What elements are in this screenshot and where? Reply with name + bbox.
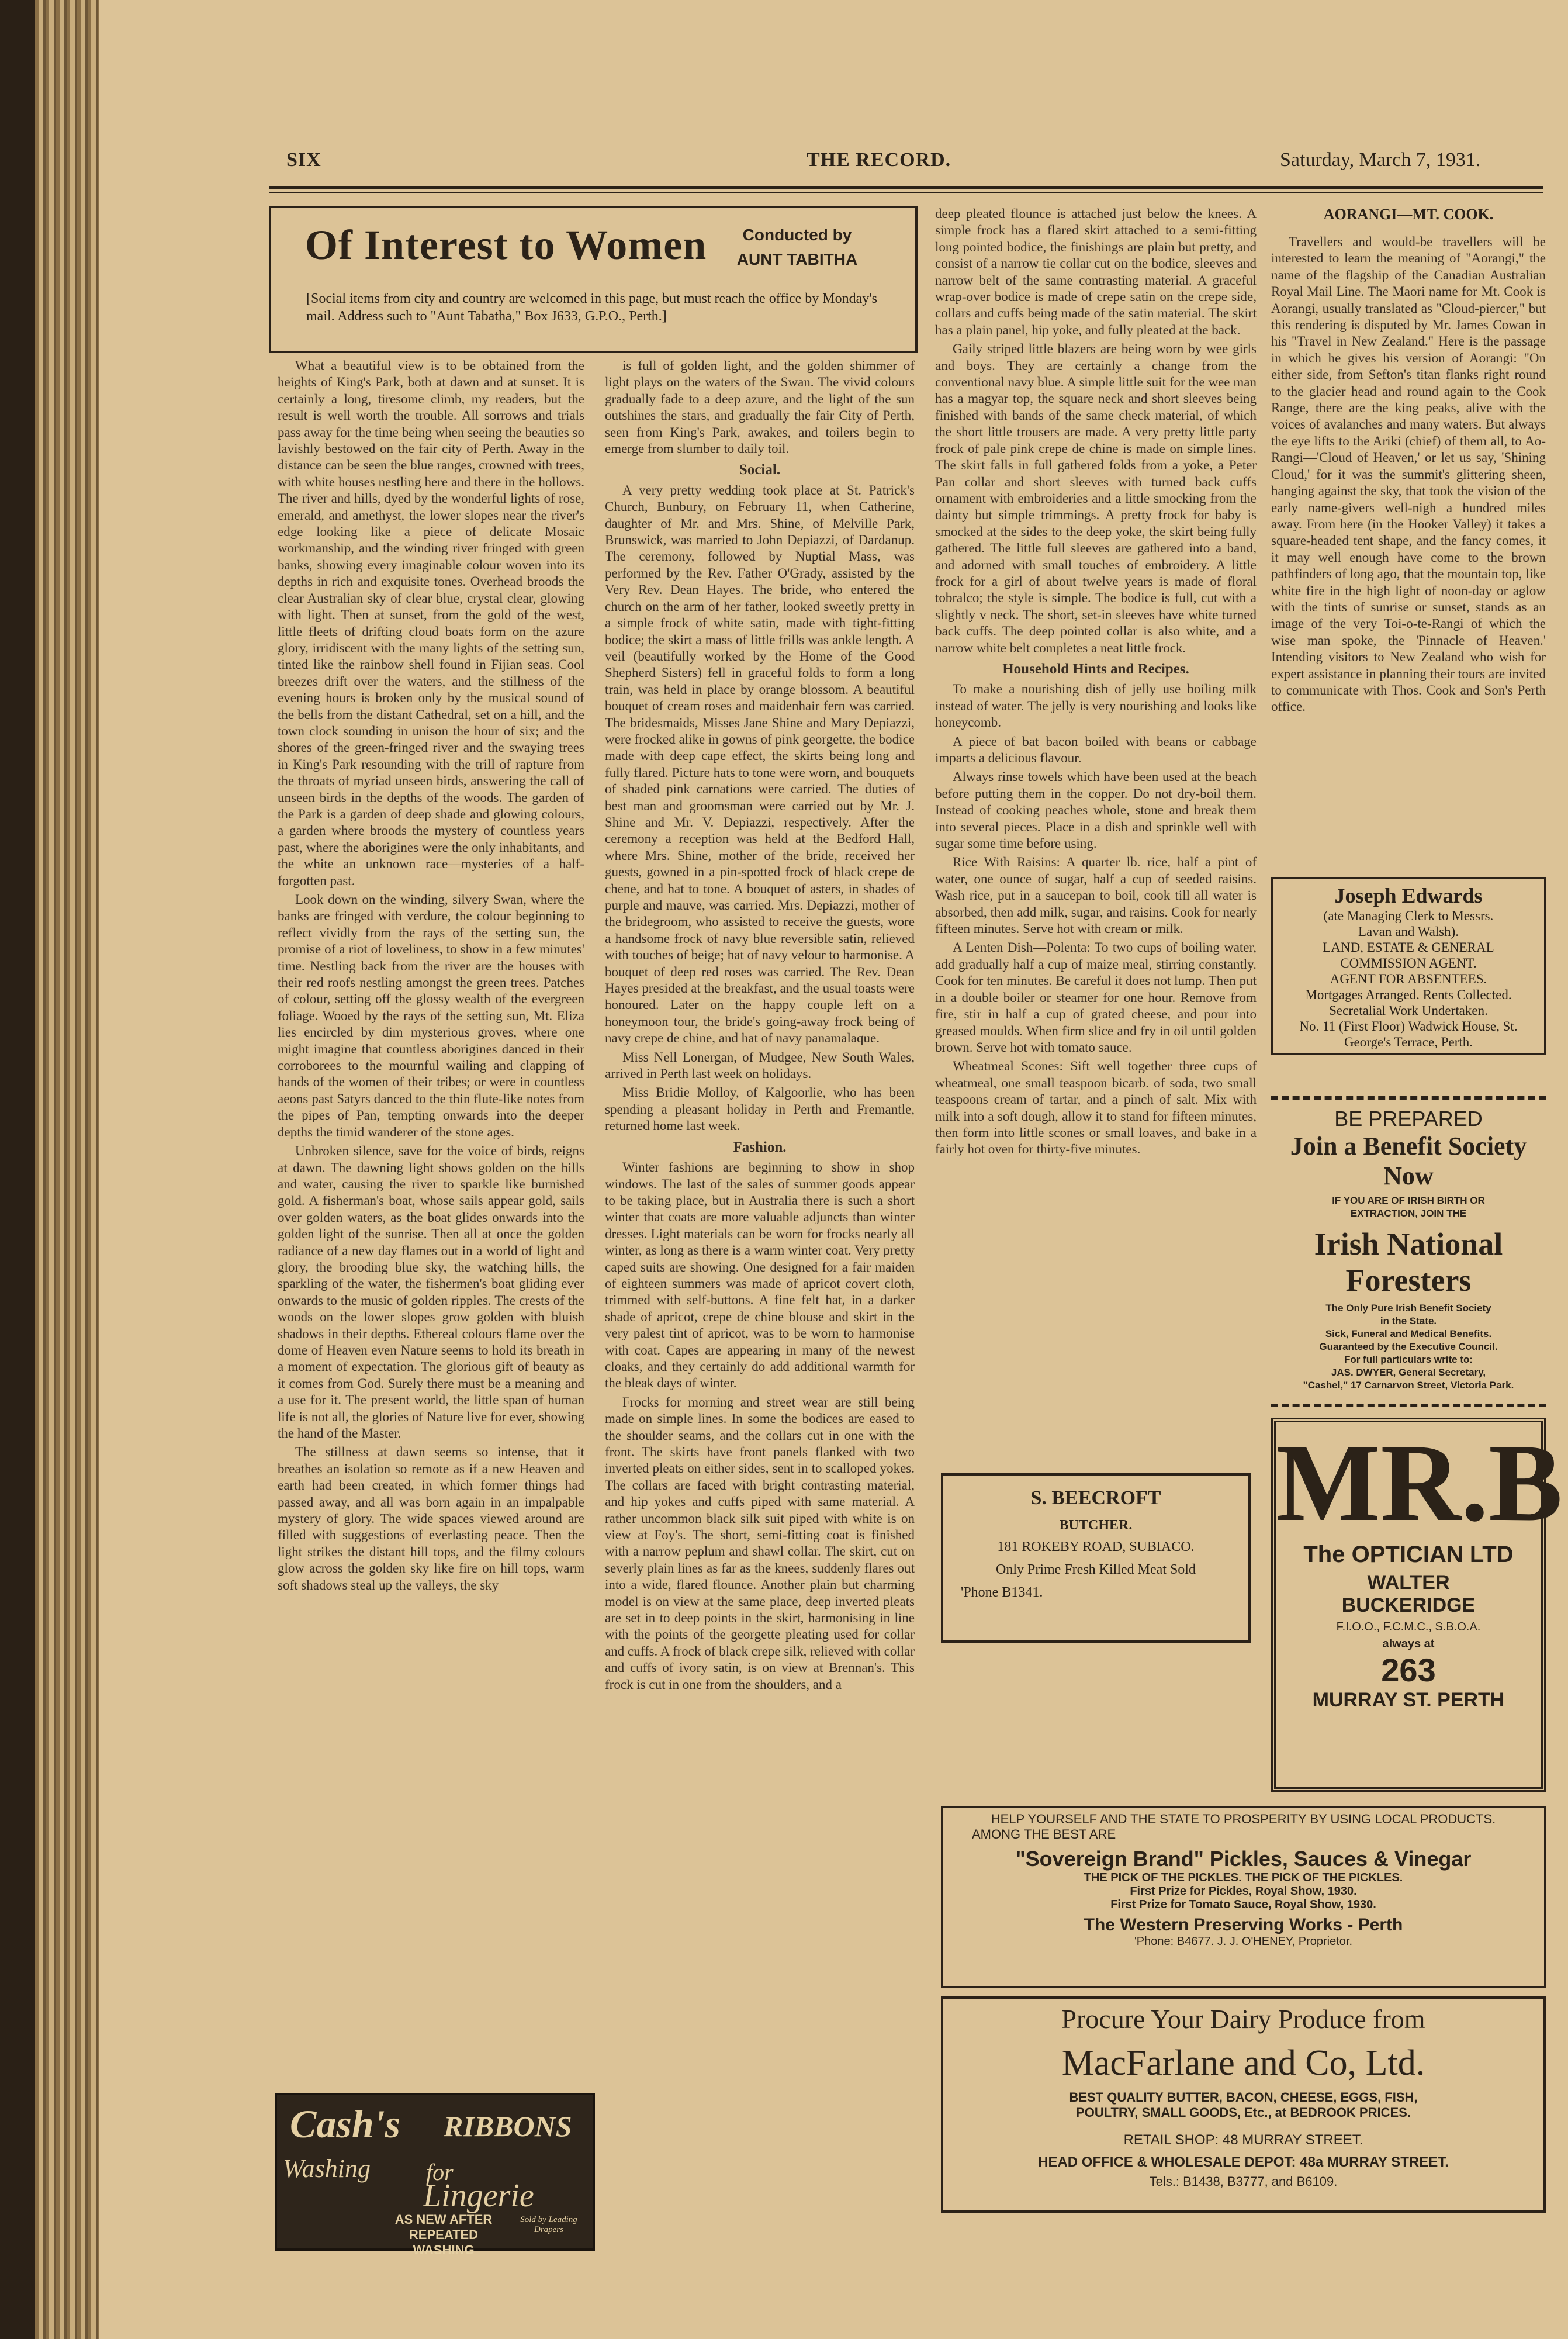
ad-line: HEAD OFFICE & WHOLESALE DEPOT: 48a MURRAY STREET. (1038, 2154, 1449, 2170)
ad-line: 263 (1381, 1652, 1436, 1688)
ad-line: Irish National Foresters (1314, 1226, 1503, 1298)
article-paragraph: A piece of bat bacon boiled with beans or cabbage imparts a delicious flavour. (935, 734, 1257, 765)
ad-line: (ate Managing Clerk to Messrs. (1323, 908, 1494, 923)
newspaper-page (35, 0, 1568, 2339)
ad-line: always at (1382, 1637, 1435, 1650)
ad-line: BUCKERIDGE (1341, 1594, 1476, 1616)
ad-line: "Sovereign Brand" Pickles, Sauces & Vinegar (1015, 1847, 1472, 1871)
subheading-household: Household Hints and Recipes. (1002, 661, 1189, 677)
ad-line: "Cashel," 17 Carnarvon Street, Victoria Park. (1303, 1380, 1514, 1391)
ad-line: MURRAY ST. PERTH (1312, 1689, 1505, 1711)
foresters-ad (1271, 1096, 1546, 1407)
header-rule (269, 186, 1543, 189)
ad-phone: 'Phone B1341. (961, 1585, 1043, 1600)
article-paragraph: Travellers and would-be travellers will be interested to learn the meaning of "Aorangi," the name of the flagship of the Canadian Australian Royal Mail Line. The Maori name for Mt. Cook is Aorangi, usually translated as "Cloud-piercer," but this rendering is disputed by Mr. James Cowan in his "Travel in New Zealand." Here is the passage in which he gives his version of Aorangi: "On either side, from Sefton's titan flanks right round to the glacier head and round again to the Cook Range, there are the king peaks, alive with the voices of avalanches and many waters. But always the eye lifts to the Ariki (chief) of them all, to Ao-Rangi—'Cloud of Heaven,' or let us say, 'Shining Cloud,' for it was the summit's glittering sheen, hanging against the sky, that took the vision of the early name-givers well-nigh a hundred miles away. From here (in the Hooker Valley) it takes a square-headed tent shape, and the fancy comes, it it may well enough have come to the brown pathfinders of long ago, that the mountain top, like white fire in the high light of noon-day or aglow with the tints of sunrise or sunset, stands as an image of the very Toi-o-te-Rangi of which the wise man spoke, the 'Pinnacle of Heaven.' Intending visitors to New Zealand who wish for expert assistance in planning their tours are invited to communicate with Thos. Cook and Son's Perth office. (1271, 234, 1546, 714)
beecroft-ad (941, 1473, 1251, 1643)
optician-ad (1271, 1418, 1563, 1792)
cashs-ribbons-ad (275, 2093, 595, 2257)
ad-line: No. 11 (First Floor) Wadwick House, St. George's Terrace, Perth. (1299, 1019, 1518, 1049)
ad-line: EXTRACTION, JOIN THE (1350, 1208, 1467, 1219)
ad-line: 'Phone: B4677. J. J. O'HENEY, Proprietor. (1134, 1935, 1353, 1948)
ad-lingerie: Lingerie (423, 2178, 534, 2214)
ad-line: RETAIL SHOP: 48 MURRAY STREET. (1123, 2132, 1363, 2148)
article-column-2 (605, 358, 915, 2328)
ad-line: For full particulars write to: (1344, 1354, 1473, 1365)
ad-line: AGENT FOR ABSENTEES. (1330, 972, 1487, 986)
page-edges (35, 0, 105, 2339)
ad-line: F.I.O.O., F.C.M.C., S.B.O.A. (1336, 1621, 1481, 1633)
ad-line: First Prize for Tomato Sauce, Royal Show, 1930. (1110, 1898, 1376, 1911)
article-paragraph: Rice With Raisins: A quarter lb. rice, half a pint of water, one ounce of sugar, half a cup of seeded raisins. Wash rice, put in a saucepan to boil, cook till all water is absorbed, then add milk, sugar, and raisins. Cook for nearly fifteen minutes. Serve hot with cream or milk. (935, 855, 1257, 937)
page-number: SIX (286, 149, 321, 171)
conducted-by: Conducted by (742, 226, 852, 244)
issue-date: Saturday, March 7, 1931. (1280, 149, 1481, 171)
ad-line: JAS. DWYER, General Secretary, (1331, 1367, 1486, 1378)
ad-name: Joseph Edwards (1334, 884, 1483, 907)
subheading-fashion: Fashion. (733, 1139, 787, 1155)
ad-line: Guaranteed by the Executive Council. (1319, 1341, 1498, 1352)
ad-line: POULTRY, SMALL GOODS, Etc., at BEDROOK PRICES. (1076, 2105, 1411, 2120)
article-paragraph: A Lenten Dish—Polenta: To two cups of boiling water, add gradually half a cup of maize meal, stirring constantly. Cook for ten minutes. Be careful it does not lump. Then put in a double boiler or steamer for one hour. Remove from fire, stir in half a cup of grated cheese, and pour into greased moulds. When firm slice and fry in oil until golden brown. Serve hot with tomato sauce. (935, 940, 1257, 1055)
article-column-1 (278, 358, 584, 2153)
ad-line: HELP YOURSELF AND THE STATE TO PROSPERITY BY USING LOCAL PRODUCTS. (991, 1812, 1496, 1826)
paper-title: THE RECORD. (807, 149, 951, 171)
macfarlane-ad (941, 1996, 1546, 2213)
article-paragraph: Miss Nell Lonergan, of Mudgee, New South Wales, arrived in Perth last week on holidays. (605, 1049, 915, 1082)
article-paragraph: Miss Bridie Molloy, of Kalgoorlie, who has been spending a pleasant holiday in Perth and Fremantle, returned home last week. (605, 1085, 915, 1134)
subheading-social: Social. (739, 462, 781, 478)
article-paragraph: Always rinse towels which have been used at the beach before putting them in the copper. Do not dry-boil them. Instead of cooking peaches whole, stone and break them into several pieces. Place in a dish and sprinkle well with sugar some time before using. (935, 769, 1257, 851)
article-paragraph: Winter fashions are beginning to show in shop windows. The last of the sales of summer goods appear to be taking place, but in Australia there is such a short winter that coats are more valuable adjuncts than winter dresses. Light materials can be worn for frocks nearly all winter, as long as there is a warm winter coat. Very pretty caped suits are showing. One designed for a fair maiden of eighteen summers was made of apricot covert cloth, trimmed with self-buttons. A fine felt hat, in a darker shade of apricot, crepe de chine blouse and skirt in the very palest tint of apricot, was to be worn to harmonise with coat. Capes are appearing in many of the newest cloaks, and they certainly do add additional warmth for the bleak days of winter. (605, 1160, 915, 1391)
ad-logo: MR.B (1276, 1422, 1563, 1545)
article-paragraph: Look down on the winding, silvery Swan, where the banks are fringed with verdure, the colour beginning to reflect vividly from the rays of the setting sun, the promise of a riot of loveliness, to show in a few minutes' time. Nestling back from the river are the houses with their red roofs nestling amongst the green trees. Patches of colour, setting off the glossy wealth of the evergreen foliage. Wooed by the rays of the setting sun, Mt. Eliza lies encircled by dim mysterious groves, where one might imagine that countless aborigines danced in their corroborees to the mournful wailing and clapping of hands of the women of their tribes; or were in countless aeons past Satyrs danced to the thin flute-like notes from the pipes of Pan, tempting onwards into the deeper depths the timid wanderer of the stone ages. (278, 892, 584, 1139)
ad-for: for (426, 2159, 454, 2185)
article-paragraph: Gaily striped little blazers are being worn by wee girls and boys. They are certainly a change from the conventional navy blue. A simple little suit for the wee man has a magyar top, the square neck and short sleeves being finished with bands of the same check material, of which the short little trousers are made. A very pretty little party frock of pale pink crepe de chine is made on simple lines. The skirt falls in full gathered folds from a yoke, a Peter Pan collar and short sleeves with turned back cuffs ornament with embroideries and a little smocking from the dainty but simple trimmings. A pretty frock for baby is smocked at the sides to the deep yoke, the skirt being fully gathered. The little full sleeves are gathered into a band, and adorned with small touches of embroidery. A little frock for a girl of about twelve years is made of floral tobralco; the style is simple. The bodice is full, cut with a slightly v neck. The short, set-in sleeves have white turned back cuffs. The deep pointed collar is also white, and a narrow white belt completes a neat little frock. (935, 341, 1257, 655)
ad-line: Mortgages Arranged. Rents Collected. Secretalial Work Undertaken. (1305, 987, 1512, 1018)
ad-ribbons: RIBBONS (444, 2110, 572, 2143)
ad-line: IF YOU ARE OF IRISH BIRTH OR (1332, 1195, 1485, 1206)
ad-line: The OPTICIAN LTD (1303, 1542, 1514, 1567)
article-paragraph: The stillness at dawn seems so intense, that it breathes an isolation so remote as if a new Heaven and earth had been created, in which former things had passed away, and all was born again in an impalpable mystery of glory. The wide spaces viewed around are filled with suggestions of everlasting peace. Then the light strikes the distant hill tops, and the filmy colours glow across the golden sky like fire on hill tops, warm soft shadows steal up the valleys, the sky (278, 1445, 584, 1592)
ad-line: Lavan and Walsh). (1358, 924, 1459, 939)
article-paragraph: Frocks for morning and street wear are still being made on simple lines. In some the bodices are eased to the shoulder seams, and the collars cut in one with the front. The skirts have front panels flanked with two inverted pleats on either sides, sent in to scalloped yokes. The collars are faced with bright contrasting material, and hip yokes and cuffs piped with same material. A rather uncommon black silk suit piped with white is on view at Foy's. The short, semi-fitting coat is finished with a narrow peplum and shawl collar. The skirt, cut on severly plain lines as far as the knees, suddenly flares out into a wide, flared flounce. Another plain but charming model is on view at the same place, deep inverted pleats are set in to deep points in the skirt, harmonising in line with the points of the georgette pleating used for collar and cuffs. A frock of black crepe silk, relieved with collar and cuffs of ivory satin, is on view at Brennan's. This frock is cut in one from the shoulders, and a (605, 1394, 915, 1692)
ad-sold-by: Sold by Leading Drapers (520, 2215, 577, 2234)
ad-line: The Only Pure Irish Benefit Society (1325, 1302, 1491, 1314)
ad-line: First Prize for Pickles, Royal Show, 1930. (1130, 1885, 1357, 1898)
submission-note: [Social items from city and country are welcomed in this page, but must reach the office by Monday's mail. Address such to "Aunt Tabatha," Box J633, G.P.O., Perth.] (306, 291, 877, 324)
edwards-ad (1271, 877, 1546, 1055)
article-paragraph: Unbroken silence, save for the voice of birds, reigns at dawn. The dawning light shows golden on the hills and water, causing the river to sparkle like burnished gold. A fisherman's boat, whose sails appear gold, sails over golden waters, as the boat glides onwards into the golden light of the sunrise. Then all at once the golden radiance of a new day flames out in a world of light and glory, the brooding blue sky, the watching hills, the sparkling of the water, the fishermen's boat gliding ever onwards to the music of golden ripples. The crests of the woods on the lower slopes grow golden with bluish shadows in their depths. Ethereal colours flame over the dome of Heaven even Nature seems to hold its breath in a moment of expectation. The glorious gift of beauty as it comes from God. Surely there must be a meaning and a use for it. The present world, the little span of human life is not all, the glories of Nature live for ever, showing the hand of the Master. (278, 1143, 584, 1440)
ad-brand: Cash's (290, 2102, 400, 2146)
ad-washing: Washing (283, 2154, 371, 2183)
article-column-4 (1271, 234, 1546, 854)
article-paragraph: is full of golden light, and the golden shimmer of light plays on the waters of the Swan. The vivid colours gradually fade to a deep azure, and the light of the sun outshines the stars, and gradually the fair City of Perth, seen from King's Park, awakes, and toilers begin to emerge from slumber to daily toil. (605, 358, 915, 457)
article-column-3 (935, 206, 1257, 1457)
ad-line: THE PICK OF THE PICKLES. THE PICK OF THE PICKLES. (1084, 1871, 1403, 1884)
ad-name: S. BEECROFT (1030, 1487, 1161, 1509)
newspaper-sheet (99, 0, 1568, 2339)
sovereign-ad (941, 1806, 1546, 1988)
ad-slogan: Only Prime Fresh Killed Meat Sold (996, 1562, 1196, 1577)
ad-line: COMMISSION AGENT. (1340, 956, 1477, 970)
ad-line: WALTER (1367, 1571, 1450, 1594)
section-header-box (269, 206, 918, 353)
article-paragraph: What a beautiful view is to be obtained from the heights of King's Park, both at dawn and at sunset. It is certainly a long, tiresome climb, my readers, but the result is well worth the trouble. All sorrows and trials pass away for the time being when seeing the beauties so lavishly bestowed on the fair city of Perth. Away in the distance can be seen the blue ranges, crowned with trees, with white houses nestling here and there in the hollows. The river and hills, dyed by the wonderful lights of rose, emerald, and amethyst, the lower slopes near the river's edge looking like a piece of delicate Mosaic workmanship, and the winding river fringed with green banks, showing every imaginable colour woven into its depths in rich and exquisite tones. Overhead broods the clear Australian sky of clear blue, crystal clear, glowing with light. Then at sunset, from the gold of the west, little fleets of drifting cloud boats form on the azure glory, irridiscent with the many lights of the setting sun, tinted like the rainbow shell found in Fijian seas. Cool breezes drift over the waters, and the stillness of the evening hours is broken only by the musical sound of the bells from the distant Cathedral, set on a hill, and the town clock sounding in unison the hour of six; and the shores of the green-fringed river and the swaying trees in King's Park resounding with the trill of rapture from the throats of myriad unseen birds, answering the call of unseen birds in the depths of the woods. The garden of the Park is a garden of deep shade and glowing colours, a garden where broods the mystery of countless years past, where the aborigines were the only inhabitants, and the white an unknown race—mysteries of a half-forgotten past. (278, 358, 584, 888)
ad-line: BEST QUALITY BUTTER, BACON, CHEESE, EGGS, FISH, (1069, 2090, 1418, 2105)
ad-line: Join a Benefit Society Now (1290, 1132, 1527, 1190)
ad-tagline: AS NEW AFTER REPEATED WASHING (394, 2212, 493, 2257)
ad-line: Procure Your Dairy Produce from (1061, 2004, 1425, 2034)
aorangi-heading: AORANGI—MT. COOK. (1323, 206, 1494, 223)
ad-line: LAND, ESTATE & GENERAL (1323, 940, 1494, 955)
section-title: Of Interest to Women (305, 222, 707, 268)
ad-address: 181 ROKEBY ROAD, SUBIACO. (997, 1539, 1195, 1554)
article-paragraph: Wheatmeal Scones: Sift well together three cups of wheatmeal, one small teaspoon bicarb. of soda, two small teaspoons cream of tartar, and a pinch of salt. Mix with milk into a soft dough, allow it to stand for fifteen minutes, then form into little scones or small loaves, and bake in a fairly hot oven for thirty-five minutes. (935, 1059, 1257, 1157)
article-paragraph: A very pretty wedding took place at St. Patrick's Church, Bunbury, on February 11, when Catherine, daughter of Mr. and Mrs. Shine, of Melville Park, Brunswick, was married to John Depiazzi, of Dardanup. The ceremony, followed by Nuptial Mass, was performed by the Rev. Father O'Grady, assisted by the Very Rev. Dean Hayes. The bride, who entered the church on the arm of her father, looked sweetly pretty in a simple frock of white satin, made with tight-fitting bodice; the skirt a mass of little frills was ankle length. A veil (beautifully worked by the Home of the Good Shepherd Sisters) fell in graceful folds to form a long train, was held in place by orange blossom. A beautiful bouquet of cream roses and maidenhair fern was carried. The bridesmaids, Misses Jane Shine and Mary Depiazzi, were frocked alike in gowns of pink georgette, the bodice made with deep cape effect, the skirts being long and fully flared. Picture hats to tone were worn, and bouquets of shaded pink carnations were carried. The duties of best man and groomsman were carried out by Mr. J. Shine and Mr. V. Depiazzi, respectively. After the ceremony a reception was held at the Bedford Hall, where Mrs. Shine, mother of the bride, received her guests, gowned in a pin-spotted frock of black crepe de chene, and hat to tone. A bouquet of asters, in shades of purple and mauve, was carried. Mrs. Depiazzi, mother of the bridegroom, who assisted to receive the guests, wore a handsome frock of navy blue reversible satin, relieved with touches of beige; hat of navy velour to harmonise. A bouquet of deep red roses was carried. The Rev. Dean Hayes presided at the breakfast, and the usual toasts were honoured. Later on the happy couple left on a honeymoon tour, the bride's going-away frock being of navy crepe de chine, and hat of navy panamalaque. (605, 482, 915, 1046)
ad-line: AMONG THE BEST ARE (972, 1827, 1116, 1842)
ad-line: The Western Preserving Works - Perth (1084, 1915, 1403, 1934)
ad-line: in the State. (1380, 1315, 1437, 1326)
article-paragraph: deep pleated flounce is attached just below the knees. A simple frock has a flared skirt attached to a semi-fitting long pointed bodice, the finishings are plain but pretty, and consist of a narrow tie collar cut on the bodice, sleeves and narrow belt of the same contrasting material. A graceful wrap-over bodice is made of crepe satin on the crepe side, collars and cuffs being made of the satin material. The skirt has a plain panel, hip yoke, and fully pleated at the back. (935, 206, 1257, 337)
header-rule-thin (269, 192, 1543, 193)
ad-line: Tels.: B1438, B3777, and B6109. (1149, 2174, 1338, 2189)
ad-trade: BUTCHER. (1059, 1518, 1133, 1533)
ad-line: Sick, Funeral and Medical Benefits. (1325, 1328, 1492, 1339)
ad-line: MacFarlane and Co, Ltd. (1061, 2043, 1425, 2083)
ad-line: BE PREPARED (1334, 1107, 1483, 1131)
article-paragraph: To make a nourishing dish of jelly use boiling milk instead of water. The jelly is very nourishing and looks like honeycomb. (935, 682, 1257, 730)
editor-name: AUNT TABITHA (736, 250, 858, 268)
